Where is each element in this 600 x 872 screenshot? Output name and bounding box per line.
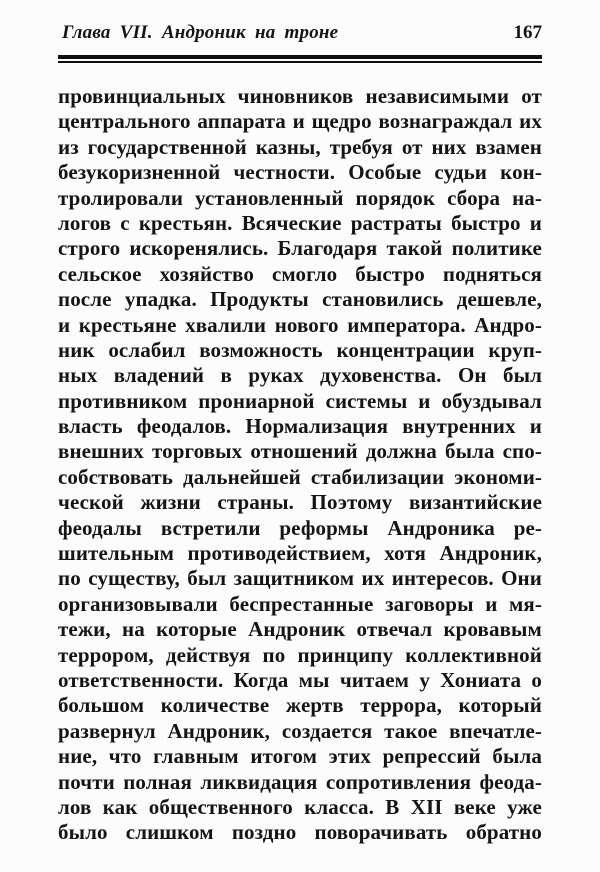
text-line: ник ослабил возможность концентрации круп-	[58, 337, 542, 362]
header-rule	[58, 55, 542, 63]
text-line: лов как общественного класса. В XII веке уже	[58, 794, 542, 819]
text-line: внешних торговых отношений должна была спо-	[58, 439, 542, 464]
text-line: власть феодалов. Нормализация внутренних и	[58, 414, 542, 439]
text-line: сельское хозяйство смогло быстро подняться	[58, 261, 542, 286]
text-line: после упадка. Продукты становились дешевле,	[58, 287, 542, 312]
text-line: из государственной казны, требуя от них взамен	[58, 134, 542, 159]
text-line: логов с крестьян. Всяческие растраты быстро и	[58, 210, 542, 235]
text-line: развернул Андроник, создается такое впечатле-	[58, 718, 542, 743]
text-line: большом количестве жертв террора, который	[58, 693, 542, 718]
text-line: тежи, на которые Андроник отвечал кровавым	[58, 617, 542, 642]
text-line: феодалы встретили реформы Андроника ре-	[58, 515, 542, 540]
running-head	[62, 22, 542, 44]
text-line: центрального аппарата и щедро вознаграждал их	[58, 109, 542, 134]
text-line: противником прониарной системы и обуздывал	[58, 388, 542, 413]
chapter-title: Глава VII. Андроник на троне	[62, 22, 339, 43]
text-line: строго искоренялись. Благодаря такой политике	[58, 236, 542, 261]
text-line: по существу, был защитником их интересов. Они	[58, 566, 542, 591]
text-line: шительным противодействием, хотя Андроник,	[58, 541, 542, 566]
text-line: ние, что главным итогом этих репрессий была	[58, 744, 542, 769]
text-line: ных владений в руках духовенства. Он был	[58, 363, 542, 388]
text-line: организовывали беспрестанные заговоры и мя-	[58, 591, 542, 616]
page-text	[58, 84, 542, 846]
text-line: ческой жизни страны. Поэтому византийские	[58, 490, 542, 515]
text-line: террором, действуя по принципу коллективной	[58, 642, 542, 667]
text-line: и крестьяне хвалили нового императора. Андро-	[58, 312, 542, 337]
text-line: тролировали установленный порядок сбора на-	[58, 185, 542, 210]
text-line: собствовать дальнейшей стабилизации экономи-	[58, 464, 542, 489]
text-line: ответственности. Когда мы читаем у Хониата о	[58, 667, 542, 692]
page-number: 167	[513, 22, 542, 43]
text-line: провинциальных чиновников независимыми от	[58, 84, 542, 108]
text-line: почти полная ликвидация сопротивления феода-	[58, 769, 542, 794]
text-line: безукоризненной честности. Особые судьи кон-	[58, 160, 542, 185]
text-line: было слишком поздно поворачивать обратно	[58, 820, 542, 845]
